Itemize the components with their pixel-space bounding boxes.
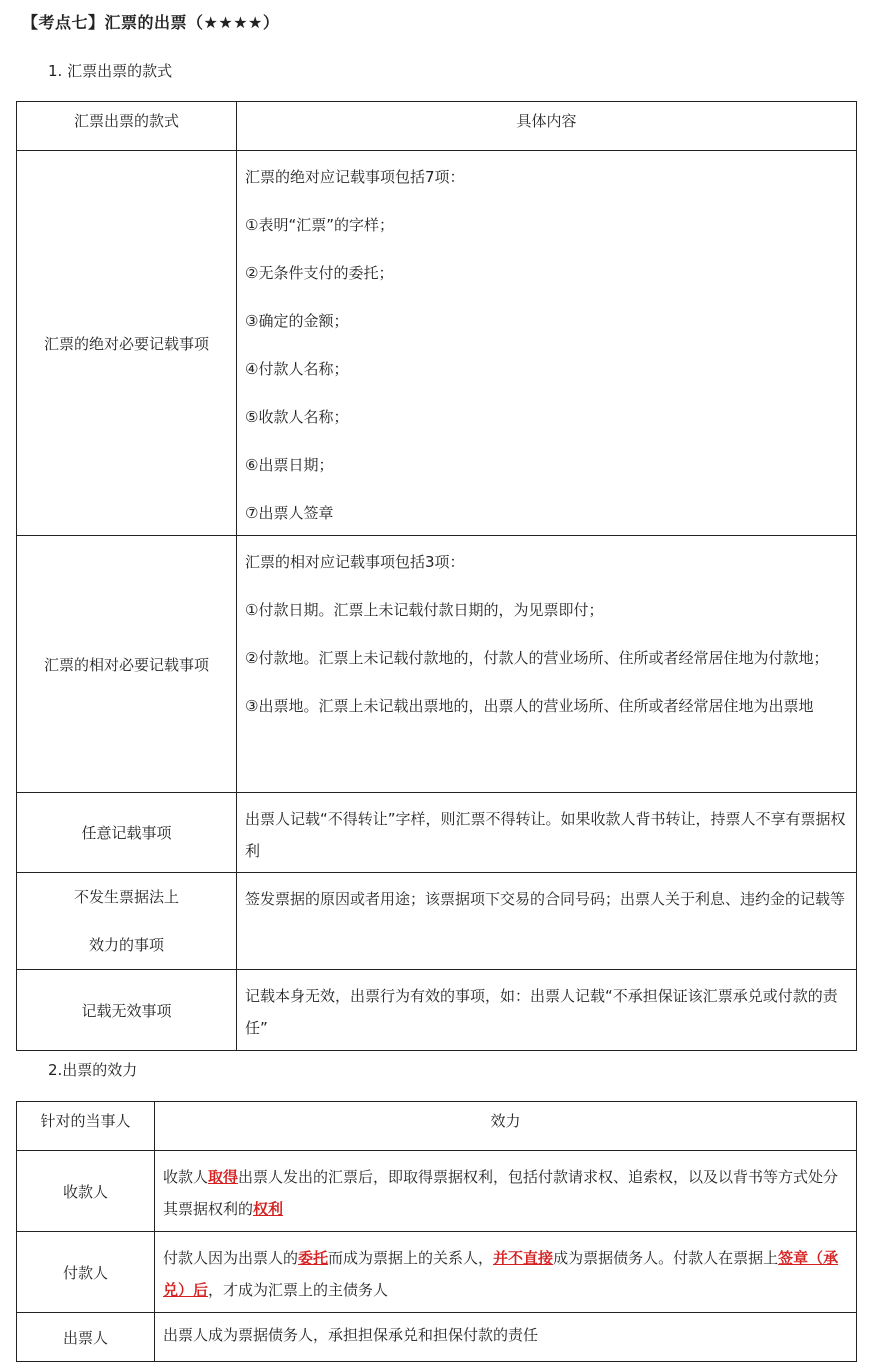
content-text: ，才成为汇票上的主债务人 [208,1281,389,1299]
header-cell: 具体内容 [237,102,857,151]
content-line: 出票人记载“不得转让”字样，则汇票不得转让。如果收款人背书转让，持票人不享有票据权利 [245,810,846,860]
table-header-row [17,1102,857,1151]
row-label: 汇票的相对必要记载事项 [17,536,237,793]
row-label: 出票人 [17,1313,155,1362]
header-cell: 针对的当事人 [17,1102,155,1151]
content-line: ⑤收款人名称； [245,408,349,426]
content-line: 记载本身无效，出票行为有效的事项，如：出票人记载“不承担保证该汇票承兑或付款的责任” [245,987,838,1037]
table-row [17,793,857,873]
format-table [16,101,857,1051]
section-heading-effect: 2.出票的效力 [48,1061,138,1079]
row-label: 记载无效事项 [17,970,237,1051]
table-row [17,1151,857,1232]
content-line: ③出票地。汇票上未记载出票地的，出票人的营业场所、住所或者经常居住地为出票地 [245,697,814,715]
content-line: ①付款日期。汇票上未记载付款日期的，为见票即付； [245,601,604,619]
row-content [237,873,857,970]
content-line: ⑥出票日期； [245,456,334,474]
table-row [17,970,857,1051]
content-line: ⑦出票人签章 [245,504,334,522]
row-content [237,970,857,1051]
row-label-line: 不发生票据法上 [73,888,179,906]
row-label: 收款人 [17,1151,155,1232]
header-cell: 汇票出票的款式 [17,102,237,151]
header-cell: 效力 [155,1102,857,1151]
effect-table [16,1101,857,1362]
content-text: 而成为票据上的关系人， [328,1249,494,1267]
content-line: 签发票据的原因或者用途；该票据项下交易的合同号码；出票人关于利息、违约金的记载等 [245,890,846,908]
table-header-row [17,102,857,151]
row-content: 出票人成为票据债务人，承担担保承兑和担保付款的责任 [155,1313,857,1362]
table-row [17,151,857,536]
content-line: ①表明“汇票”的字样； [245,216,394,234]
content-text: 成为票据债务人。付款人在票据上 [553,1249,779,1267]
row-content [155,1151,857,1232]
row-label: 汇票的绝对必要记载事项 [17,151,237,536]
row-content [237,151,857,536]
row-label: 任意记载事项 [17,793,237,873]
content-line: 汇票的绝对应记载事项包括7项： [245,168,465,186]
content-text: 收款人 [163,1168,209,1186]
row-label-line: 效力的事项 [88,936,164,954]
table-row [17,1313,857,1362]
table-row [17,536,857,793]
content-line: 汇票的相对应记载事项包括3项： [245,553,465,571]
emphasis-text: 签章（承兑）后 [163,1249,839,1299]
content-line: ②无条件支付的委托； [245,264,394,282]
table-row [17,873,857,970]
row-content [237,536,857,793]
content-line: ②付款地。汇票上未记载付款地的，付款人的营业场所、住所或者经常居住地为付款地； [245,649,829,667]
emphasis-text: 并不直接 [493,1249,554,1267]
topic-title: 【考点七】汇票的出票（★★★★） [22,13,280,32]
table-row [17,1232,857,1313]
content-text: 出票人发出的汇票后，即取得票据权利，包括付款请求权、追索权，以及以背书等方式处分其票据权利的 [163,1168,839,1218]
emphasis-text: 权利 [253,1200,284,1218]
row-content [155,1232,857,1313]
section-heading-format: 1. 汇票出票的款式 [48,62,173,80]
row-label: 付款人 [17,1232,155,1313]
row-label [17,873,237,970]
emphasis-text: 委托 [298,1249,329,1267]
row-content [237,793,857,873]
content-line: ③确定的金额； [245,312,349,330]
content-line: ④付款人名称； [245,360,349,378]
content-text: 付款人因为出票人的 [163,1249,299,1267]
emphasis-text: 取得 [208,1168,239,1186]
